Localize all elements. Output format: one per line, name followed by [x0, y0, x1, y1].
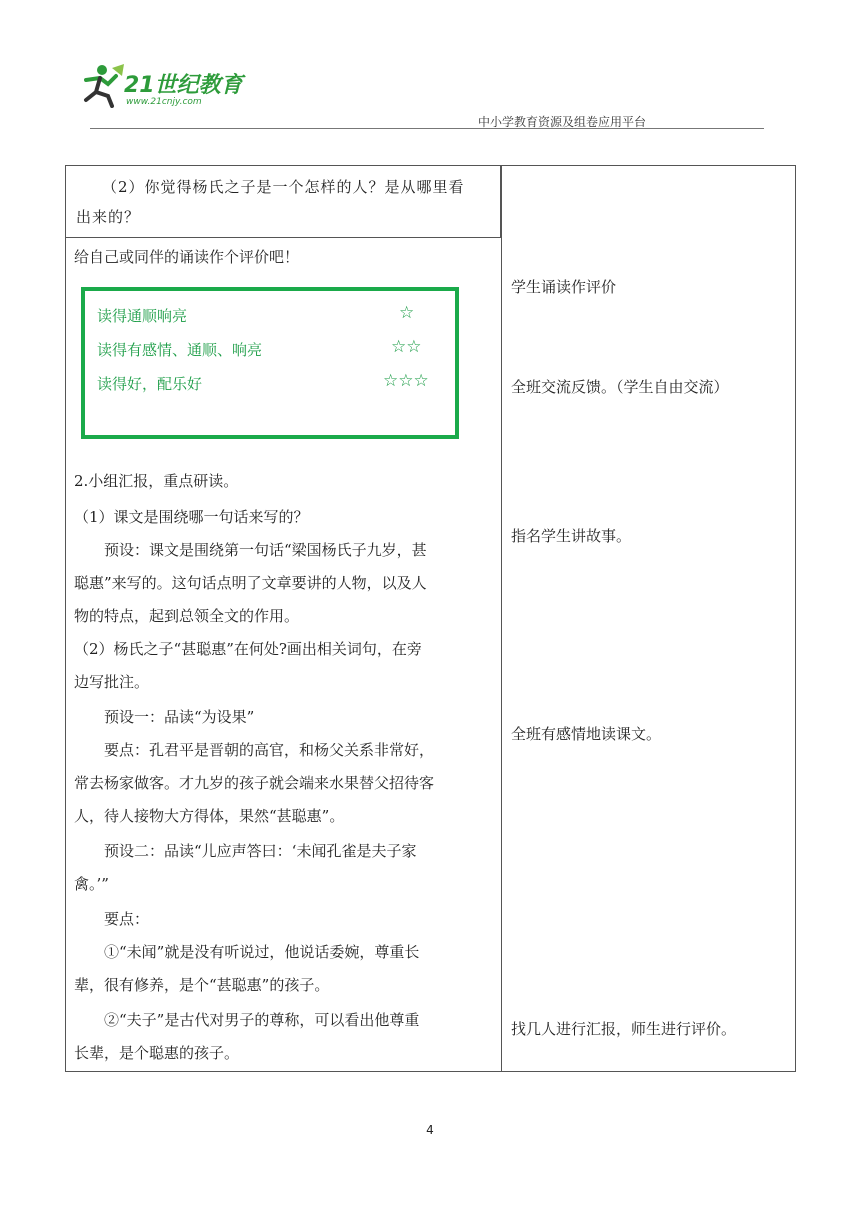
- text-line: ②“夫子”是古代对男子的尊称，可以看出他尊重: [74, 1011, 420, 1029]
- logo-text: 21世纪教育: [124, 73, 243, 98]
- rubric-stars: ☆☆☆: [383, 371, 429, 391]
- text-line: 边写批注。: [74, 673, 150, 691]
- text-line: 辈，很有修养，是个“甚聪惠”的孩子。: [74, 976, 330, 994]
- text-line: 常去杨家做客。才九岁的孩子就会端来水果替父招待客: [74, 774, 435, 792]
- page-number: 4: [426, 1123, 434, 1137]
- rubric-item: 读得有感情、通顺、响亮: [97, 341, 263, 359]
- rubric-item: 读得好，配乐好: [97, 375, 203, 393]
- text-line: 禽。’”: [74, 875, 109, 893]
- text-line: 预设二：品读“儿应声答曰：‘未闻孔雀是夫子家: [74, 842, 417, 860]
- text-line: 聪惠”来写的。这句话点明了文章要讲的人物，以及人: [74, 574, 427, 592]
- text-line: （2）杨氏之子“甚聪惠”在何处?画出相关词句，在旁: [74, 640, 422, 658]
- activity-item: 学生诵读作评价: [511, 278, 617, 296]
- rubric-stars: ☆☆: [391, 337, 422, 357]
- text-line: 要点：: [74, 910, 150, 928]
- evaluate-prompt: 给自己或同伴的诵读作个评价吧！: [74, 248, 300, 266]
- lesson-table: [65, 165, 796, 1072]
- logo-graphic: [72, 62, 272, 108]
- text-line: （1）课文是围绕哪一句话来写的？: [74, 508, 309, 526]
- text-line: 预设：课文是围绕第一句话“梁国杨氏子九岁，甚: [74, 541, 427, 559]
- rubric-item: 读得通顺响亮: [97, 307, 188, 325]
- text-line: 长辈，是个聪惠的孩子。: [74, 1044, 240, 1062]
- site-logo: [72, 62, 272, 108]
- logo-subtext: www.21cnjy.com: [126, 97, 202, 107]
- activity-item: 全班有感情地读课文。: [511, 725, 662, 743]
- text-line: 要点：孔君平是晋朝的高官，和杨父关系非常好，: [74, 741, 435, 759]
- text-line: 人，待人接物大方得体，果然“甚聪惠”。: [74, 807, 345, 825]
- platform-name: 中小学教育资源及组卷应用平台: [478, 115, 647, 129]
- activity-item: 指名学生讲故事。: [511, 527, 632, 545]
- text-line: 预设一：品读“为设果”: [74, 708, 255, 726]
- rubric-box: [81, 287, 459, 439]
- text-line: 物的特点，起到总领全文的作用。: [74, 607, 300, 625]
- question-line-1: （2）你觉得杨氏之子是一个怎样的人？是从哪里看: [102, 178, 465, 196]
- text-line: ①“未闻”就是没有听说过，他说话委婉，尊重长: [74, 943, 420, 961]
- rubric-stars: ☆: [399, 303, 415, 323]
- question-line-2: 出来的？: [76, 208, 141, 226]
- column-divider: [501, 166, 502, 1071]
- activity-item: 找几人进行汇报，师生进行评价。: [511, 1020, 737, 1038]
- question-box: [66, 166, 501, 238]
- header-divider: [90, 128, 764, 129]
- text-line: 2.小组汇报，重点研读。: [74, 472, 239, 490]
- activity-item: 全班交流反馈。（学生自由交流）: [511, 378, 729, 396]
